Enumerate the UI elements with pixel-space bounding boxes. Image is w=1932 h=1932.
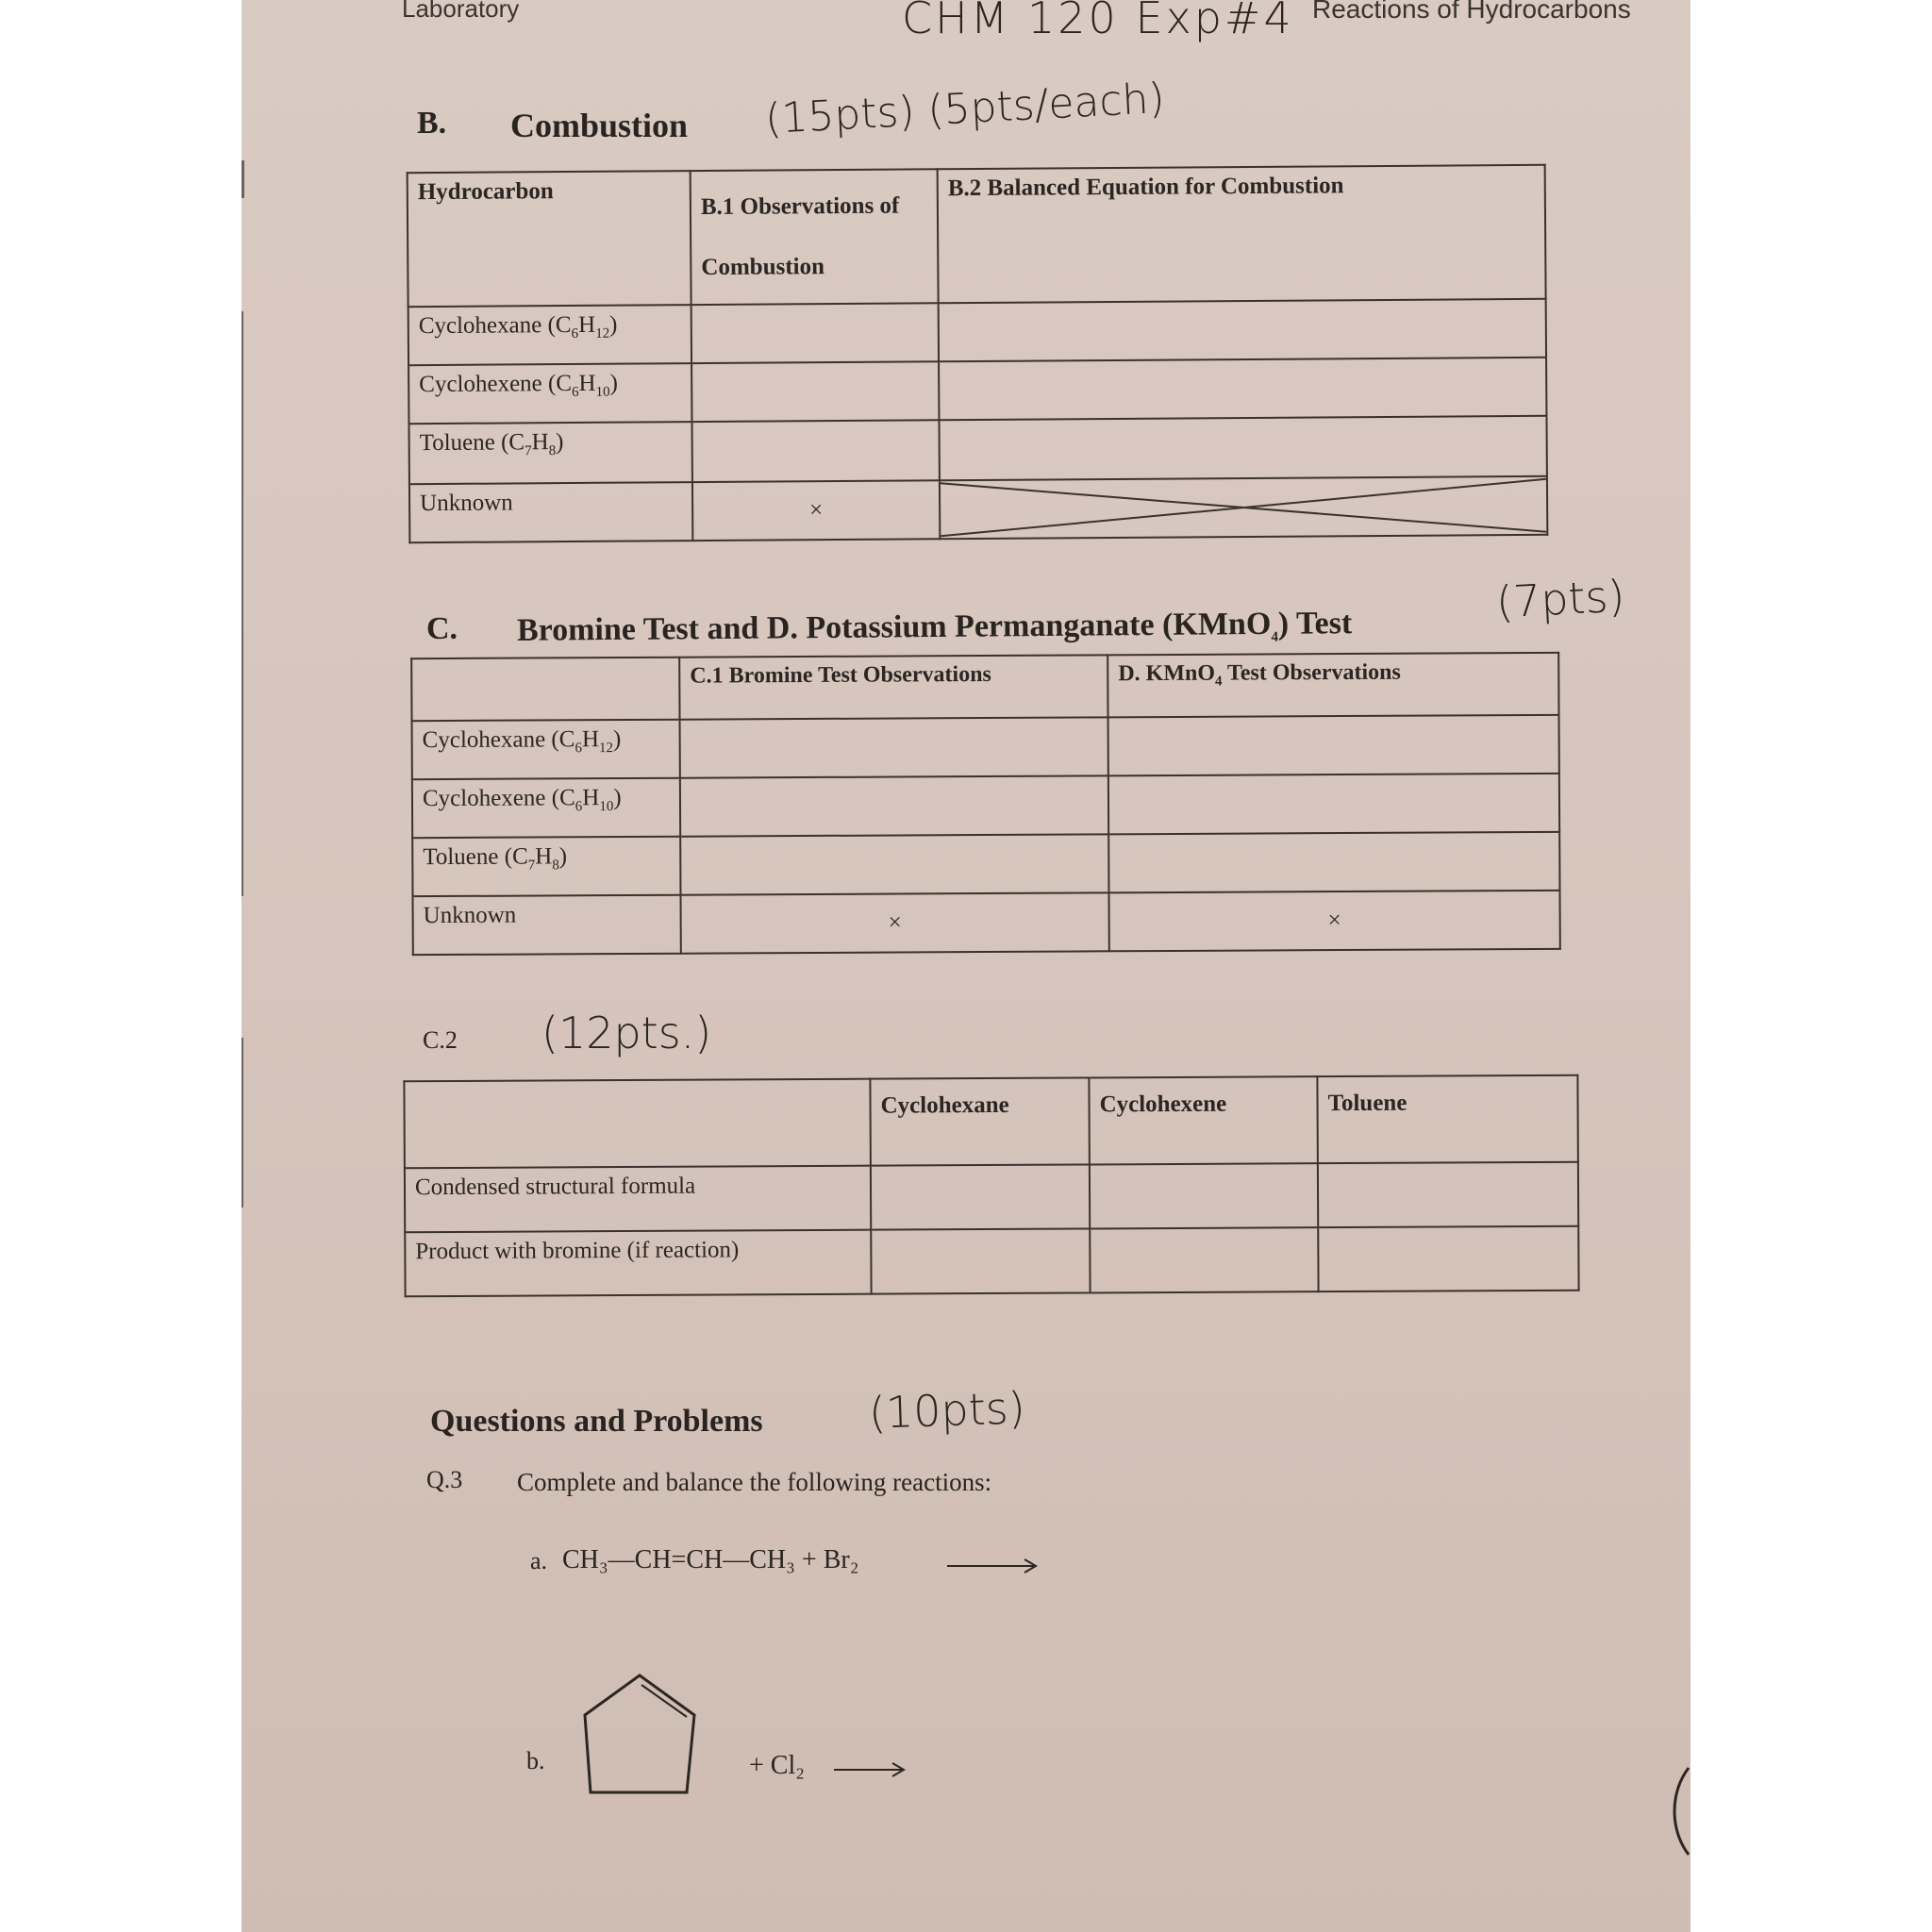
edge-mark-icon [1666, 1764, 1690, 1858]
header-bromine-observations: C.1 Bromine Test Observations [679, 655, 1108, 719]
cell-kmno4-observation[interactable] [1108, 774, 1559, 835]
cell-formula[interactable] [871, 1164, 1090, 1229]
row-label-toluene: Toluene $(C_7H_8)$ [409, 422, 692, 484]
reaction-arrow-icon [834, 1758, 909, 1781]
reaction-b-label: b. [526, 1747, 545, 1774]
cell-kmno4-observation[interactable] [1108, 715, 1559, 776]
margin-mark [242, 311, 243, 896]
cell-kmno4-observation[interactable] [1108, 832, 1559, 893]
cell-product[interactable] [871, 1228, 1090, 1293]
cell-formula[interactable] [1090, 1163, 1318, 1228]
header-cyclohexene: Cyclohexene [1089, 1076, 1317, 1164]
cell-crossed-out [940, 476, 1547, 539]
section-b-letter: B. [417, 106, 447, 141]
section-b-title: Combustion [510, 107, 689, 144]
margin-mark [242, 1038, 243, 1208]
section-c-letter: C. [426, 611, 458, 646]
cell-observation[interactable] [691, 303, 939, 363]
cross-out-lines [941, 477, 1546, 538]
cell-observation[interactable] [691, 361, 939, 422]
header-blank [404, 1079, 870, 1169]
header-blank [411, 658, 679, 721]
reaction-a-label: a. [530, 1547, 548, 1574]
cell-product[interactable] [1090, 1227, 1318, 1292]
combustion-table [407, 164, 1549, 543]
worksheet-title: Reactions of Hydrocarbons [1312, 0, 1631, 24]
unknown-x-mark: × [692, 480, 940, 541]
question-label: Q.3 [426, 1466, 463, 1493]
cell-product[interactable] [1318, 1226, 1578, 1291]
row-label-unknown: Unknown [413, 895, 681, 955]
row-label-cyclohexane: Cyclohexane $(C_6H_{12})$ [412, 720, 680, 779]
section-c2-points-note: (12pts.) [541, 1008, 712, 1058]
header-hydrocarbon: Hydrocarbon [408, 171, 691, 307]
section-c-title: Bromine Test and D. Potassium Permanganate (KMnO$_4$) Test [516, 606, 1353, 648]
reaction-a-equation: CH₃—CH=CH—CH₃ + Br₂ [562, 1545, 859, 1574]
unknown-x-mark: × [681, 892, 1109, 953]
header-toluene: Toluene [1317, 1075, 1577, 1163]
cell-bromine-observation[interactable] [680, 834, 1108, 894]
row-label-condensed-formula: Condensed structural formula [405, 1166, 871, 1233]
row-label-cyclohexene: Cyclohexene $(C_6H_{10})$ [408, 363, 691, 424]
bromine-kmno4-table [410, 652, 1561, 956]
row-label-bromine-product: Product with bromine (if reaction) [405, 1230, 871, 1297]
cell-equation[interactable] [939, 299, 1546, 361]
header-balanced-equation: B.2 Balanced Equation for Combustion [938, 165, 1546, 303]
reaction-b-reagent: + Cl₂ [749, 1751, 806, 1780]
cell-formula[interactable] [1318, 1162, 1578, 1227]
header-cyclohexane: Cyclohexane [870, 1077, 1089, 1165]
section-b-points-note: (15pts) (5pts/each) [763, 74, 1166, 144]
margin-mark [242, 160, 244, 198]
question-text: Complete and balance the following reactions: [517, 1468, 992, 1496]
cell-equation[interactable] [939, 358, 1546, 420]
cell-bromine-observation[interactable] [680, 775, 1108, 836]
row-label-cyclohexane: Cyclohexane $(C_6H_{12})$ [408, 305, 691, 365]
handwritten-course-note: CHM 120 Exp#4 [902, 0, 1294, 43]
cell-equation[interactable] [939, 416, 1546, 480]
cell-observation[interactable] [691, 420, 939, 482]
cyclopentene-structure-icon [581, 1670, 723, 1802]
row-label-toluene: Toluene $(C_7H_8)$ [412, 837, 680, 896]
row-label-unknown: Unknown [409, 482, 692, 542]
header-kmno4-observations: D. KMnO$_4$ Test Observations [1108, 653, 1558, 718]
section-c-points-note: (7pts) [1494, 570, 1626, 628]
questions-title: Questions and Problems [430, 1404, 763, 1439]
lab-label: Laboratory [402, 0, 520, 23]
unknown-x-mark: × [1108, 891, 1559, 952]
section-c2-label: C.2 [423, 1026, 458, 1054]
reaction-arrow-icon [947, 1555, 1041, 1577]
header-observations-combustion: B.1 Observations of Combustion [691, 169, 939, 305]
cell-bromine-observation[interactable] [680, 717, 1108, 777]
structures-table [403, 1074, 1579, 1298]
questions-points-note: (10pts) [868, 1382, 1026, 1439]
row-label-cyclohexene: Cyclohexene $(C_6H_{10})$ [412, 778, 680, 838]
worksheet-page [242, 0, 1690, 1932]
